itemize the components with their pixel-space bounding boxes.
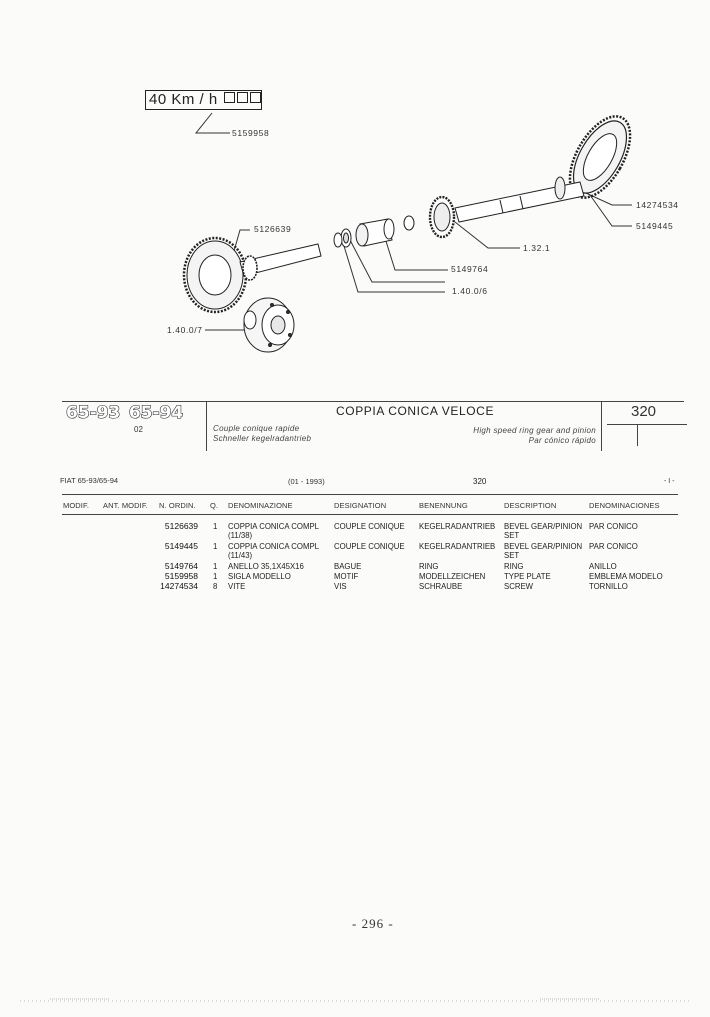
order-number: 14274534 bbox=[160, 581, 198, 591]
page-number: - 296 - bbox=[352, 916, 394, 931]
table-rule-top bbox=[62, 494, 678, 495]
sleeve-parts bbox=[334, 219, 394, 247]
desc-german: SCHRAUBE bbox=[419, 582, 463, 591]
desc-french: MOTIF bbox=[334, 572, 359, 581]
desc-english: TYPE PLATE bbox=[504, 572, 551, 581]
title-spanish: Par cónico rápido bbox=[528, 436, 596, 445]
col-order-number: N. ORDIN. bbox=[159, 501, 196, 510]
desc-italian: COPPIA CONICA COMPL bbox=[228, 522, 319, 531]
col-spanish: DENOMINACIONES bbox=[589, 501, 660, 510]
header-rule-top bbox=[62, 401, 684, 402]
title-french: Couple conique rapide bbox=[213, 424, 300, 433]
pinion-shaft bbox=[455, 177, 584, 222]
table-row bbox=[0, 571, 710, 581]
callout-5149764: 5149764 bbox=[451, 264, 489, 274]
model-badge: 65-93 bbox=[66, 403, 121, 423]
pinion-gear bbox=[430, 197, 454, 237]
col-german: BENENNUNG bbox=[419, 501, 468, 510]
leader-5149445 bbox=[590, 195, 632, 226]
table-row bbox=[0, 561, 710, 571]
title-german: Schneller kegelradantrieb bbox=[213, 434, 312, 443]
desc-spanish: EMBLEMA MODELO bbox=[589, 572, 663, 581]
desc-italian-note: (11/38) bbox=[228, 531, 253, 540]
desc-german: RING bbox=[419, 562, 439, 571]
desc-italian: ANELLO 35,1X45X16 bbox=[228, 562, 304, 571]
desc-english: BEVEL GEAR/PINION bbox=[504, 522, 583, 531]
model-reference: FIAT 65-93/65-94 bbox=[60, 476, 119, 485]
title-english: High speed ring gear and pinion bbox=[473, 426, 596, 435]
desc-english: RING bbox=[504, 562, 524, 571]
desc-spanish: PAR CONICO bbox=[589, 542, 638, 551]
desc-italian: SIGLA MODELLO bbox=[228, 572, 291, 581]
table-reference: 320 bbox=[473, 477, 487, 486]
desc-french: COUPLE CONIQUE bbox=[334, 522, 405, 531]
order-number: 5126639 bbox=[164, 521, 198, 531]
table-num-tick bbox=[637, 424, 638, 446]
callout-1321: 1.32.1 bbox=[523, 243, 551, 253]
scan-noise-strip bbox=[0, 996, 710, 1006]
callout-5159958: 5159958 bbox=[232, 128, 270, 138]
callout-14007: 1.40.0/7 bbox=[167, 325, 203, 335]
leader-5159958 bbox=[196, 113, 230, 133]
table-row bbox=[0, 521, 710, 541]
quantity: 1 bbox=[213, 542, 218, 551]
speed-label: 40 Km / h bbox=[149, 91, 218, 108]
col-modif: MODIF. bbox=[63, 501, 90, 510]
desc-german: KEGELRADANTRIEB bbox=[419, 542, 496, 551]
header-divider-left bbox=[206, 401, 207, 451]
quantity: 8 bbox=[213, 582, 218, 591]
desc-english-cont: SET bbox=[504, 551, 520, 560]
header-divider-right bbox=[601, 401, 602, 451]
desc-german: KEGELRADANTRIEB bbox=[419, 522, 496, 531]
edition-date: (01 - 1993) bbox=[288, 477, 325, 486]
table-num-rule bbox=[607, 424, 687, 425]
col-ant-modif: ANT. MODIF. bbox=[103, 501, 148, 510]
callout-14006: 1.40.0/6 bbox=[452, 286, 488, 296]
ring-gear-small bbox=[184, 238, 321, 312]
desc-french: VIS bbox=[334, 582, 347, 591]
col-french: DESIGNATION bbox=[334, 501, 387, 510]
order-number: 5159958 bbox=[164, 571, 198, 581]
order-number: 5149445 bbox=[164, 541, 198, 551]
group-code: 02 bbox=[134, 425, 143, 434]
table-row bbox=[0, 581, 710, 591]
desc-english: BEVEL GEAR/PINION bbox=[504, 542, 583, 551]
exploded-parts-diagram bbox=[0, 0, 710, 380]
callout-5149445: 5149445 bbox=[636, 221, 674, 231]
quantity: 1 bbox=[213, 522, 218, 531]
table-number: 320 bbox=[631, 403, 657, 420]
differential-housing bbox=[244, 298, 294, 352]
desc-spanish: TORNILLO bbox=[589, 582, 628, 591]
table-rule-header bbox=[62, 514, 678, 515]
quantity: 1 bbox=[213, 572, 218, 581]
col-english: DESCRIPTION bbox=[504, 501, 557, 510]
callout-5126639: 5126639 bbox=[254, 224, 292, 234]
quantity: 1 bbox=[213, 562, 218, 571]
desc-spanish: PAR CONICO bbox=[589, 522, 638, 531]
callout-14274534: 14274534 bbox=[636, 200, 679, 210]
model-badges bbox=[66, 403, 183, 423]
desc-german: MODELLZEICHEN bbox=[419, 572, 486, 581]
desc-french: COUPLE CONIQUE bbox=[334, 542, 405, 551]
desc-italian-note: (11/43) bbox=[228, 551, 253, 560]
desc-english-cont: SET bbox=[504, 531, 520, 540]
title-italian: COPPIA CONICA VELOCE bbox=[336, 404, 495, 418]
desc-english: SCREW bbox=[504, 582, 534, 591]
table-row bbox=[0, 541, 710, 561]
leader-5149764 bbox=[385, 238, 448, 270]
order-number: 5149764 bbox=[164, 561, 198, 571]
col-italian: DENOMINAZIONE bbox=[228, 501, 293, 510]
leader-1321 bbox=[455, 222, 520, 248]
desc-italian: COPPIA CONICA COMPL bbox=[228, 542, 319, 551]
model-badge: 65-94 bbox=[128, 403, 184, 423]
small-ring bbox=[404, 216, 414, 230]
page-marker: - I - bbox=[664, 478, 675, 485]
desc-italian: VITE bbox=[228, 582, 246, 591]
desc-spanish: ANILLO bbox=[589, 562, 617, 571]
col-quantity: Q. bbox=[210, 501, 219, 510]
desc-french: BAGUE bbox=[334, 562, 362, 571]
